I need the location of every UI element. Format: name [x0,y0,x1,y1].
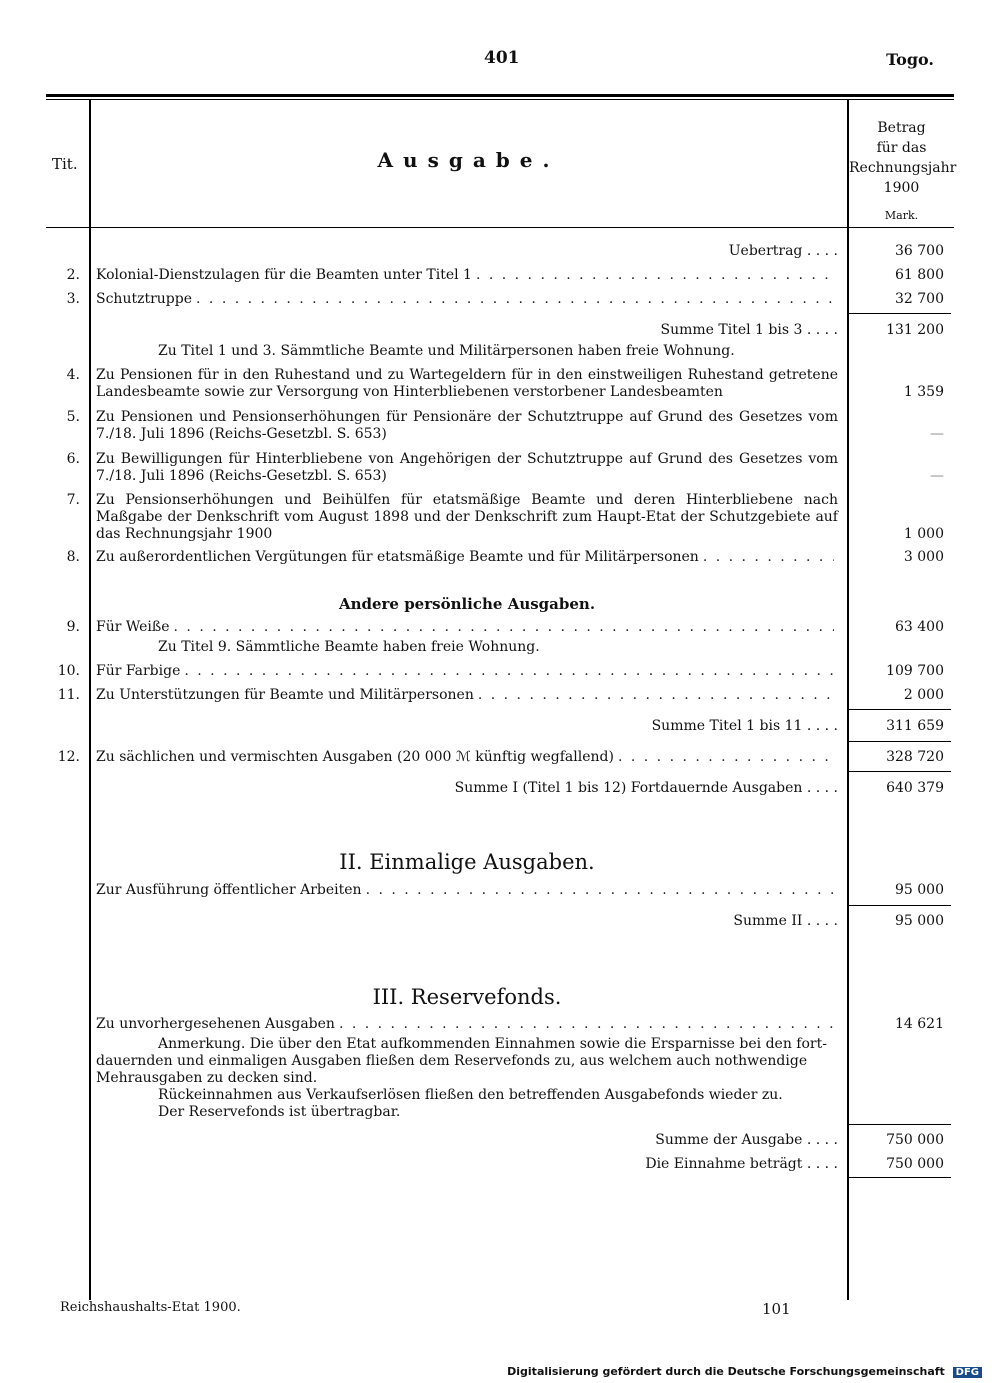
sum-rule [849,741,951,742]
row-amount: 14 621 [895,1016,944,1032]
row-text: Zu Bewilligungen für Hinterbliebene von Angehörigen der Schutztruppe auf Grund des Gesetzes vom 7./18. Juli 1896 (Reichs-Gesetzbl. S. 653) [96,451,838,484]
footer-page: 101 [762,1300,791,1318]
subheading: Andere persönliche Ausgaben. [338,595,596,613]
row-text: Für Weiße [96,619,170,635]
row-text: Die Einnahme beträgt . . . . [645,1156,838,1172]
sum-rule [849,905,951,906]
row-amount: 750 000 [886,1156,944,1172]
sum-rule [849,771,951,772]
row-amount: 1 359 [903,384,944,400]
row-amount: 131 200 [886,322,944,338]
section-heading: III. Reservefonds. [372,985,562,1009]
row-text: Für Farbige [96,663,181,679]
region-title: Togo. [886,50,934,69]
header-amount-line: Rechnungsjahr [849,160,957,176]
row-amount: 3 000 [903,549,944,565]
sum-rule [849,709,951,710]
header-unit: Mark. [884,209,919,222]
note-line: dauernden und einmaligen Ausgaben fließen dem Reservefonds zu, aus welchem auch nothwendige [96,1053,808,1069]
row-number: 7. [66,492,80,508]
row-number: 8. [66,549,80,565]
row-number: 11. [57,687,80,703]
header-rule [46,227,954,228]
row-amount: 32 700 [895,291,944,307]
row-text: Summe I (Titel 1 bis 12) Fortdauernde Ausgaben . . . . [454,780,838,796]
header-amount-line: 1900 [883,180,920,196]
row-text: Summe Titel 1 bis 3 . . . . [660,322,838,338]
row-text: Summe II . . . . [733,913,838,929]
row-amount: 2 000 [903,687,944,703]
header-title: Ausgabe. [377,148,560,172]
row-text: Kolonial-Dienstzulagen für die Beamten unter Titel 1 [96,267,472,283]
page-number: 401 [484,48,520,68]
note-line: Anmerkung. Die über den Etat aufkommenden Einnahmen sowie die Ersparnisse bei den fort- [158,1036,827,1052]
header-tit: Tit. [52,155,78,173]
sum-rule [849,313,951,314]
row-amount: 750 000 [886,1132,944,1148]
row-amount: 63 400 [895,619,944,635]
header-amount-line: für das [876,140,927,156]
row-number: 6. [66,451,80,467]
row-amount: 1 000 [903,526,944,542]
top-rule [46,94,954,97]
row-number: 10. [57,663,80,679]
row-text: Zu sächlichen und vermischten Ausgaben (20 000 ℳ künftig wegfallend) [96,749,614,765]
sum-rule [849,1124,951,1125]
column-divider-right [847,100,849,1300]
digitization-credit [507,1365,982,1378]
row-note: Zu Titel 9. Sämmtliche Beamte haben freie Wohnung. [158,639,540,655]
row-number: 5. [66,409,80,425]
row-number: 12. [57,749,80,765]
row-amount: 95 000 [895,913,944,929]
top-rule-thin [46,99,954,100]
row-amount: 640 379 [886,780,944,796]
row-text: Summe Titel 1 bis 11 . . . . [651,718,838,734]
note-line: Rückeinnahmen aus Verkaufserlösen fließen den betreffenden Ausgabefonds wieder zu. [158,1087,783,1103]
column-divider-left [89,100,91,1300]
row-amount: 311 659 [886,718,944,734]
row-text: Uebertrag . . . . [728,243,838,259]
row-text: Zu außerordentlichen Vergütungen für etatsmäßige Beamte und für Militärpersonen [96,549,699,565]
row-number: 2. [66,267,80,283]
row-amount: 328 720 [886,749,944,765]
row-text: Zu Pensionserhöhungen und Beihülfen für etatsmäßige Beamte und deren Hinterbliebene nach Maßgabe der Denkschrift vom August 1898 und der Denkschrift zum Haupt-Etat der Schutzgebiete auf das Rechnungsjahr 1900 [96,492,838,542]
row-text: Schutztruppe [96,291,193,307]
sum-rule [849,1177,951,1178]
dfg-logo: DFG [953,1367,982,1378]
row-text: Summe der Ausgabe . . . . [655,1132,838,1148]
row-amount: 36 700 [895,243,944,259]
credit-text: Digitalisierung gefördert durch die Deutsche Forschungsgemeinschaft [507,1365,945,1378]
row-amount: — [930,426,944,442]
note-line: Mehrausgaben zu decken sind. [96,1070,318,1086]
row-number: 4. [66,367,80,383]
row-amount: — [930,468,944,484]
row-text: Zu Unterstützungen für Beamte und Militärpersonen [96,687,474,703]
note-line: Der Reservefonds ist übertragbar. [158,1104,401,1120]
row-number: 3. [66,291,80,307]
row-amount: 95 000 [895,882,944,898]
row-text: Zu Pensionen für in den Ruhestand und zu Wartegeldern für in den einstweiligen Ruhestand getretene Landesbeamte sowie zur Versorgung von Hinterbliebenen verstorbener Landesbeamten [96,367,838,400]
row-text: Zu unvorhergesehenen Ausgaben [96,1016,335,1032]
section-heading: II. Einmalige Ausgaben. [339,850,595,874]
row-note: Zu Titel 1 und 3. Sämmtliche Beamte und Militärpersonen haben freie Wohnung. [158,343,735,359]
header-amount-line: Betrag [877,120,926,136]
row-amount: 109 700 [886,663,944,679]
header-amount [849,118,957,226]
footer-publication: Reichshaushalts-Etat 1900. [60,1300,241,1315]
row-amount: 61 800 [895,267,944,283]
row-text: Zur Ausführung öffentlicher Arbeiten [96,882,362,898]
row-number: 9. [66,619,80,635]
row-text: Zu Pensionen und Pensionserhöhungen für Pensionäre der Schutztruppe auf Grund des Gesetzes vom 7./18. Juli 1896 (Reichs-Gesetzbl. S. 653) [96,409,838,442]
